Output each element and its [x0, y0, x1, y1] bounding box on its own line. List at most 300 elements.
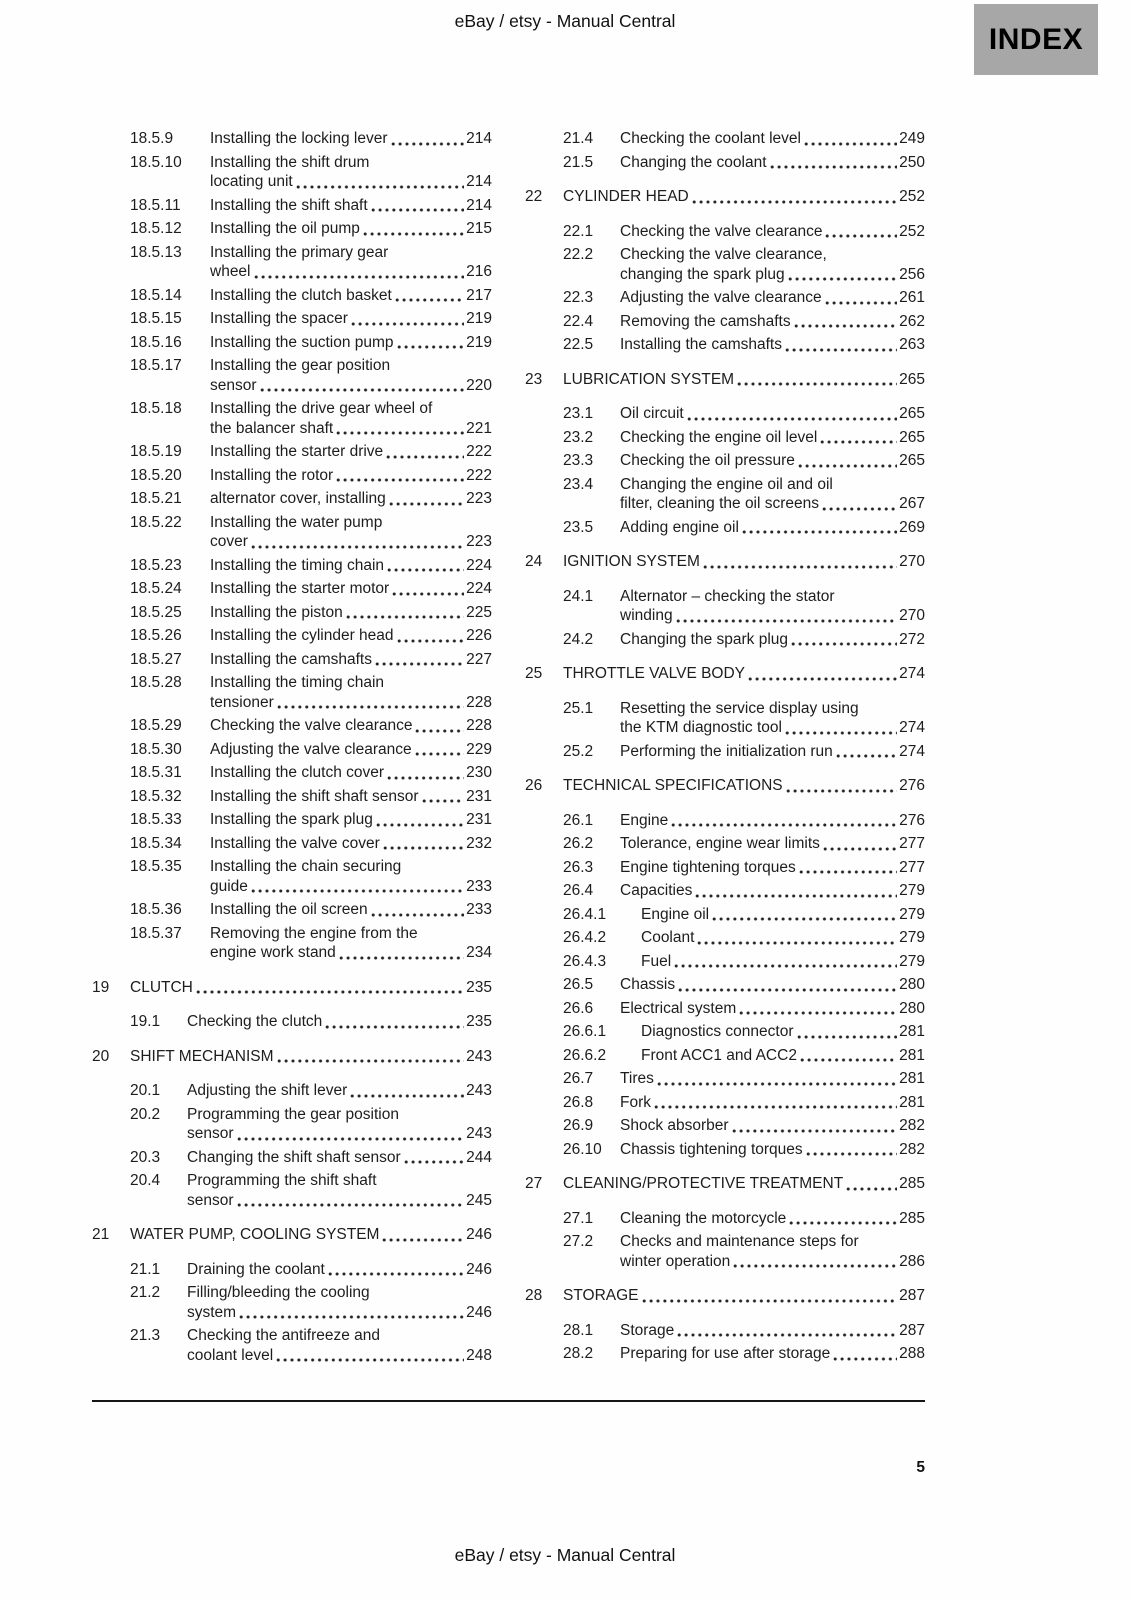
toc-entry-title: Coolant: [641, 929, 695, 946]
toc-entry: [92, 309, 492, 329]
toc-entry-body: [210, 466, 492, 486]
toc-entry-number: 18.5.19: [130, 443, 182, 460]
toc-entry-page: 280: [899, 999, 925, 1017]
dot-leader: [712, 909, 897, 922]
toc-entry-line: [210, 129, 492, 149]
toc-entry: [92, 673, 492, 712]
toc-entry-title: Installing the camshafts: [210, 650, 372, 668]
toc-entry-body: [210, 442, 492, 462]
toc-entry: [92, 399, 492, 438]
toc-entry-number: 26.4: [563, 882, 594, 899]
toc-entry-title: Checking the engine oil level: [620, 428, 818, 446]
toc-entry-title: Checking the coolant level: [620, 130, 801, 147]
toc-entry-number: 26.4.3: [563, 952, 607, 970]
toc-entry: [525, 587, 925, 626]
dot-leader: [820, 432, 897, 445]
toc-entry-title: Installing the timing chain: [210, 556, 385, 574]
toc-entry-page: 223: [466, 490, 492, 507]
dot-leader: [739, 1003, 897, 1016]
dot-leader: [363, 224, 464, 237]
toc-entry-body: [563, 1286, 925, 1306]
toc-entry-page: 270: [899, 607, 925, 624]
dot-leader: [742, 522, 897, 535]
toc-entry-body: [210, 243, 492, 282]
toc-entry-title: tensioner: [210, 693, 274, 711]
toc-entry-line: [620, 858, 925, 878]
toc-entry-title: Checking the valve clearance,: [620, 246, 827, 263]
toc-entry-line: [620, 1209, 925, 1229]
dot-leader: [806, 1144, 897, 1157]
toc-entry: [92, 900, 492, 920]
toc-entry-body: [641, 928, 925, 948]
toc-entry-number: 27: [525, 1175, 543, 1192]
toc-entry-title: Installing the primary gear: [210, 243, 389, 261]
toc-entry-body: [187, 1081, 492, 1101]
toc-entry-page: 279: [899, 952, 925, 970]
toc-entry-title: guide: [210, 877, 248, 895]
dot-leader: [846, 1179, 897, 1192]
toc-entry-number: 22.4: [563, 312, 594, 330]
toc-entry-page: 234: [466, 944, 492, 961]
toc-entry-number: 18.5.17: [130, 357, 182, 374]
toc-entry-number: 22.3: [563, 289, 594, 306]
dot-leader: [657, 1074, 897, 1087]
toc-entry-body: [210, 333, 492, 353]
toc-entry-line: [210, 356, 492, 376]
dot-leader: [703, 557, 897, 570]
toc-entry-number: 18.5.12: [130, 220, 182, 237]
dot-leader: [276, 1350, 464, 1363]
toc-entry-body: [210, 603, 492, 623]
toc-entry-body: [620, 975, 925, 995]
toc-entry-body: [620, 587, 925, 626]
toc-entry-title: Draining the coolant: [187, 1260, 325, 1278]
toc-entry: [525, 630, 925, 650]
toc-entry: [92, 1225, 492, 1245]
toc-entry-line: [210, 834, 492, 854]
toc-entry-number: 22.5: [563, 336, 594, 353]
toc-entry-number: 21: [92, 1226, 110, 1243]
toc-entry-title: Adjusting the shift lever: [187, 1082, 348, 1099]
toc-entry-line: [620, 1093, 925, 1113]
toc-entry-body: [210, 309, 492, 329]
toc-entry-body: [210, 196, 492, 216]
dot-leader: [351, 314, 464, 327]
toc-entry-title: Fuel: [641, 952, 672, 970]
toc-entry-page: 231: [466, 811, 492, 828]
toc-entry-number: 18.5.34: [130, 834, 182, 852]
toc-entry-number: 20.3: [130, 1148, 161, 1166]
dot-leader: [804, 134, 897, 147]
toc-entry-line: [563, 552, 925, 572]
toc-entry-title: Installing the cylinder head: [210, 627, 394, 644]
toc-entry-body: [620, 153, 925, 173]
toc-entry-page: 219: [466, 333, 492, 351]
toc-entry-line: [130, 1047, 492, 1067]
toc-entry-line: [210, 466, 492, 486]
toc-entry-number: 18.5.22: [130, 513, 182, 531]
toc-entry-page: 277: [899, 858, 925, 876]
toc-entry-body: [210, 513, 492, 552]
toc-entry: [525, 952, 925, 972]
toc-entry-title: filter, cleaning the oil screens: [620, 495, 820, 512]
toc-entry: [92, 333, 492, 353]
toc-entry: [92, 810, 492, 830]
toc-entry-title: Installing the clutch basket: [210, 286, 392, 304]
toc-entry-title: Installing the starter motor: [210, 580, 390, 597]
toc-entry: [92, 603, 492, 623]
toc-entry-page: 276: [899, 777, 925, 794]
toc-entry-line: [563, 187, 925, 207]
toc-entry-line: [130, 978, 492, 998]
dot-leader: [789, 1213, 897, 1226]
toc-entry-page: 249: [899, 130, 925, 147]
toc-entry-title: Alternator – checking the stator: [620, 587, 835, 605]
dot-leader: [254, 267, 465, 280]
dot-leader: [692, 192, 897, 205]
toc-entry-page: 215: [466, 220, 492, 237]
toc-entry-number: 23.5: [563, 518, 594, 536]
toc-entry-title: Installing the suction pump: [210, 333, 394, 351]
dot-leader: [732, 1121, 898, 1134]
toc-entry-body: [620, 1344, 925, 1364]
toc-entry-page: 222: [466, 443, 492, 460]
toc-entry-line: [620, 1232, 925, 1252]
table-of-contents: [92, 129, 925, 1369]
toc-entry-page: 231: [466, 787, 492, 805]
toc-entry-number: 26.6.2: [563, 1046, 607, 1064]
toc-entry-title: Installing the locking lever: [210, 130, 388, 147]
toc-entry-page: 279: [899, 905, 925, 923]
toc-entry-title: winter operation: [620, 1252, 731, 1270]
toc-entry-page: 244: [466, 1148, 492, 1166]
toc-entry-title: Performing the initialization run: [620, 742, 833, 760]
toc-entry-title: Installing the valve cover: [210, 834, 380, 852]
toc-entry-number: 18.5.18: [130, 400, 182, 417]
toc-entry-line: [563, 370, 925, 390]
toc-entry: [525, 222, 925, 242]
dot-leader: [800, 1050, 897, 1063]
toc-entry-title: Checking the valve clearance: [210, 717, 413, 734]
dot-leader: [386, 447, 464, 460]
toc-entry: [92, 1260, 492, 1280]
dot-leader: [397, 337, 465, 350]
toc-entry-body: [130, 1225, 492, 1245]
toc-entry-title: Installing the piston: [210, 603, 343, 621]
toc-entry-title: sensor: [187, 1191, 234, 1209]
toc-entry-number: 20.4: [130, 1172, 161, 1189]
toc-entry-page: 272: [899, 630, 925, 648]
toc-entry-page: 246: [466, 1226, 492, 1243]
toc-entry-title: CLEANING/PROTECTIVE TREATMENT: [563, 1175, 844, 1192]
toc-entry-line: [620, 494, 925, 514]
dot-leader: [833, 1349, 897, 1362]
toc-entry-line: [620, 718, 925, 738]
toc-entry-line: [187, 1148, 492, 1168]
toc-entry-number: 27.1: [563, 1209, 594, 1227]
toc-entry-line: [210, 740, 492, 760]
toc-entry-page: 232: [466, 834, 492, 852]
toc-entry-body: [620, 858, 925, 878]
toc-entry-line: [210, 243, 492, 263]
toc-entry-body: [210, 924, 492, 963]
dot-leader: [825, 226, 897, 239]
toc-entry-title: WATER PUMP, COOLING SYSTEM: [130, 1226, 380, 1243]
toc-entry-line: [620, 451, 925, 471]
toc-entry-number: 18.5.37: [130, 924, 182, 942]
toc-entry-page: 265: [899, 405, 925, 422]
toc-entry-number: 28: [525, 1287, 543, 1304]
toc-entry-page: 288: [899, 1345, 925, 1362]
toc-entry-line: [563, 1286, 925, 1306]
toc-entry: [525, 187, 925, 207]
toc-entry-title: Programming the gear position: [187, 1105, 399, 1123]
toc-entry: [92, 243, 492, 282]
toc-entry-body: [210, 834, 492, 854]
toc-entry-page: 224: [466, 556, 492, 574]
toc-entry-line: [130, 1225, 492, 1245]
dot-leader: [671, 815, 897, 828]
toc-entry-body: [620, 451, 925, 471]
toc-entry-body: [620, 630, 925, 650]
toc-entry: [92, 219, 492, 239]
toc-entry-line: [187, 1081, 492, 1101]
toc-entry-page: 235: [466, 1013, 492, 1030]
toc-entry: [92, 787, 492, 807]
toc-entry-number: 26.6.1: [563, 1023, 607, 1040]
toc-entry-body: [620, 129, 925, 149]
toc-entry-body: [210, 763, 492, 783]
toc-entry-body: [563, 1174, 925, 1194]
toc-entry: [525, 518, 925, 538]
toc-entry-page: 214: [466, 196, 492, 214]
toc-entry-number: 26: [525, 777, 543, 794]
toc-entry: [525, 552, 925, 572]
toc-entry-number: 26.8: [563, 1093, 594, 1111]
toc-entry-line: [210, 787, 492, 807]
toc-entry-title: Adjusting the valve clearance: [620, 289, 822, 306]
toc-entry-page: 287: [899, 1321, 925, 1339]
toc-entry-title: wheel: [210, 263, 251, 280]
toc-entry-line: [641, 1046, 925, 1066]
toc-entry-title: Checking the clutch: [187, 1013, 323, 1030]
toc-entry-line: [210, 924, 492, 944]
toc-entry-page: 281: [899, 1070, 925, 1087]
toc-entry-page: 285: [899, 1209, 925, 1227]
toc-entry: [92, 513, 492, 552]
toc-entry-title: Preparing for use after storage: [620, 1345, 831, 1362]
dot-leader: [383, 838, 464, 851]
toc-entry: [525, 335, 925, 355]
toc-entry-page: 281: [899, 1046, 925, 1064]
toc-entry-body: [620, 428, 925, 448]
toc-entry-number: 18.5.23: [130, 556, 182, 574]
toc-entry-body: [210, 716, 492, 736]
toc-entry-body: [130, 1047, 492, 1067]
toc-entry-title: winding: [620, 607, 673, 624]
toc-entry-line: [210, 153, 492, 173]
toc-entry-title: Checking the oil pressure: [620, 452, 795, 469]
toc-entry-line: [210, 532, 492, 552]
toc-entry-line: [620, 312, 925, 332]
toc-entry-body: [620, 811, 925, 831]
toc-entry-number: 18.5.9: [130, 130, 174, 147]
toc-entry-title: Front ACC1 and ACC2: [641, 1046, 797, 1064]
toc-entry-body: [620, 288, 925, 308]
toc-entry-body: [210, 286, 492, 306]
toc-entry-title: Installing the chain securing: [210, 858, 402, 875]
toc-entry-body: [210, 219, 492, 239]
toc-entry-line: [620, 811, 925, 831]
toc-entry-number: 18.5.27: [130, 650, 182, 668]
toc-entry-line: [620, 606, 925, 626]
dot-leader: [382, 1230, 464, 1243]
footer-title: eBay / etsy - Manual Central: [454, 1545, 676, 1565]
toc-entry-line: [210, 763, 492, 783]
toc-entry-number: 23.3: [563, 452, 594, 469]
toc-entry-body: [210, 556, 492, 576]
dot-leader: [346, 607, 464, 620]
toc-entry-page: 214: [466, 173, 492, 190]
toc-entry-body: [210, 399, 492, 438]
toc-entry-title: Electrical system: [620, 999, 737, 1017]
toc-entry-body: [210, 787, 492, 807]
toc-entry: [92, 489, 492, 509]
toc-entry-number: 18.5.29: [130, 717, 182, 734]
toc-entry-number: 26.3: [563, 858, 594, 876]
toc-entry-title: TECHNICAL SPECIFICATIONS: [563, 777, 783, 794]
toc-entry-number: 25: [525, 665, 543, 682]
toc-entry-title: Checking the valve clearance: [620, 222, 823, 240]
toc-entry-number: 27.2: [563, 1233, 594, 1250]
toc-entry-page: 248: [466, 1346, 492, 1364]
toc-entry-body: [210, 740, 492, 760]
toc-entry-number: 18.5.24: [130, 580, 182, 597]
toc-entry-number: 18.5.25: [130, 603, 182, 621]
toc-entry-number: 22: [525, 188, 543, 205]
toc-entry: [92, 1148, 492, 1168]
toc-entry-title: the balancer shaft: [210, 419, 334, 437]
dot-leader: [654, 1097, 897, 1110]
toc-entry-number: 18.5.36: [130, 901, 182, 918]
toc-entry-title: Filling/bleeding the cooling: [187, 1284, 370, 1301]
toc-column-right: [525, 129, 925, 1369]
toc-entry-line: [210, 943, 492, 963]
toc-entry-line: [620, 1116, 925, 1136]
toc-entry: [92, 556, 492, 576]
toc-entry-line: [210, 262, 492, 282]
dot-leader: [415, 744, 465, 757]
toc-entry-number: 18.5.15: [130, 310, 182, 327]
toc-entry-body: [563, 664, 925, 684]
toc-entry-body: [210, 673, 492, 712]
toc-entry-number: 18.5.26: [130, 627, 182, 644]
toc-entry-page: 279: [899, 882, 925, 899]
toc-entry-title: Chassis: [620, 976, 676, 993]
toc-entry-number: 19.1: [130, 1013, 161, 1030]
dot-leader: [677, 1325, 897, 1338]
toc-entry-title: STORAGE: [563, 1287, 639, 1304]
toc-entry: [525, 153, 925, 173]
toc-entry-title: engine work stand: [210, 944, 336, 961]
dot-leader: [415, 721, 464, 734]
dot-leader: [791, 634, 897, 647]
toc-entry-line: [187, 1171, 492, 1191]
toc-entry-number: 22.1: [563, 222, 594, 240]
toc-entry-page: 263: [899, 336, 925, 353]
toc-entry-page: 261: [899, 289, 925, 306]
toc-entry-body: [210, 579, 492, 599]
toc-entry-title: THROTTLE VALVE BODY: [563, 665, 746, 682]
toc-entry-title: IGNITION SYSTEM: [563, 553, 700, 570]
toc-entry-line: [187, 1124, 492, 1144]
toc-entry-body: [620, 1232, 925, 1271]
toc-entry: [92, 1081, 492, 1101]
toc-entry-body: [641, 1022, 925, 1042]
toc-entry-page: 265: [899, 370, 925, 388]
toc-entry-line: [187, 1346, 492, 1366]
toc-entry-page: 214: [466, 130, 492, 147]
toc-entry: [525, 881, 925, 901]
toc-entry-title: Storage: [620, 1321, 675, 1339]
toc-entry: [525, 928, 925, 948]
toc-entry: [525, 1174, 925, 1194]
dot-leader: [196, 982, 464, 995]
toc-entry-number: 25.1: [563, 699, 594, 717]
toc-entry-title: Installing the camshafts: [620, 336, 782, 353]
toc-entry-line: [210, 442, 492, 462]
toc-entry-page: 265: [899, 428, 925, 446]
dot-leader: [785, 723, 897, 736]
dot-leader: [822, 499, 897, 512]
toc-entry-number: 23.2: [563, 428, 594, 446]
toc-entry-line: [620, 153, 925, 173]
toc-entry-page: 276: [899, 811, 925, 829]
toc-entry: [92, 356, 492, 395]
dot-leader: [237, 1129, 465, 1142]
toc-entry-page: 227: [466, 650, 492, 668]
toc-entry-number: 18.5.28: [130, 674, 182, 691]
toc-entry-body: [620, 699, 925, 738]
toc-entry-number: 18.5.32: [130, 787, 182, 805]
toc-entry: [525, 312, 925, 332]
toc-entry-line: [563, 664, 925, 684]
toc-entry-page: 246: [466, 1260, 492, 1278]
toc-entry-page: 230: [466, 764, 492, 781]
toc-entry-line: [620, 881, 925, 901]
toc-entry-number: 28.2: [563, 1345, 594, 1362]
toc-entry: [92, 442, 492, 462]
toc-entry-number: 18.5.16: [130, 333, 182, 351]
toc-entry-line: [641, 905, 925, 925]
toc-entry: [525, 664, 925, 684]
toc-entry-line: [210, 810, 492, 830]
toc-entry-line: [210, 626, 492, 646]
toc-entry-number: 26.7: [563, 1070, 594, 1087]
toc-entry: [525, 1286, 925, 1306]
toc-entry-page: 274: [899, 665, 925, 682]
toc-entry-body: [620, 335, 925, 355]
dot-leader: [770, 157, 898, 170]
toc-entry-line: [210, 857, 492, 877]
toc-entry-page: 243: [466, 1125, 492, 1142]
dot-leader: [296, 177, 464, 190]
toc-entry-body: [620, 834, 925, 854]
toc-entry-body: [641, 905, 925, 925]
toc-entry-body: [187, 1105, 492, 1144]
toc-entry-body: [620, 1069, 925, 1089]
toc-entry-page: 223: [466, 533, 492, 550]
